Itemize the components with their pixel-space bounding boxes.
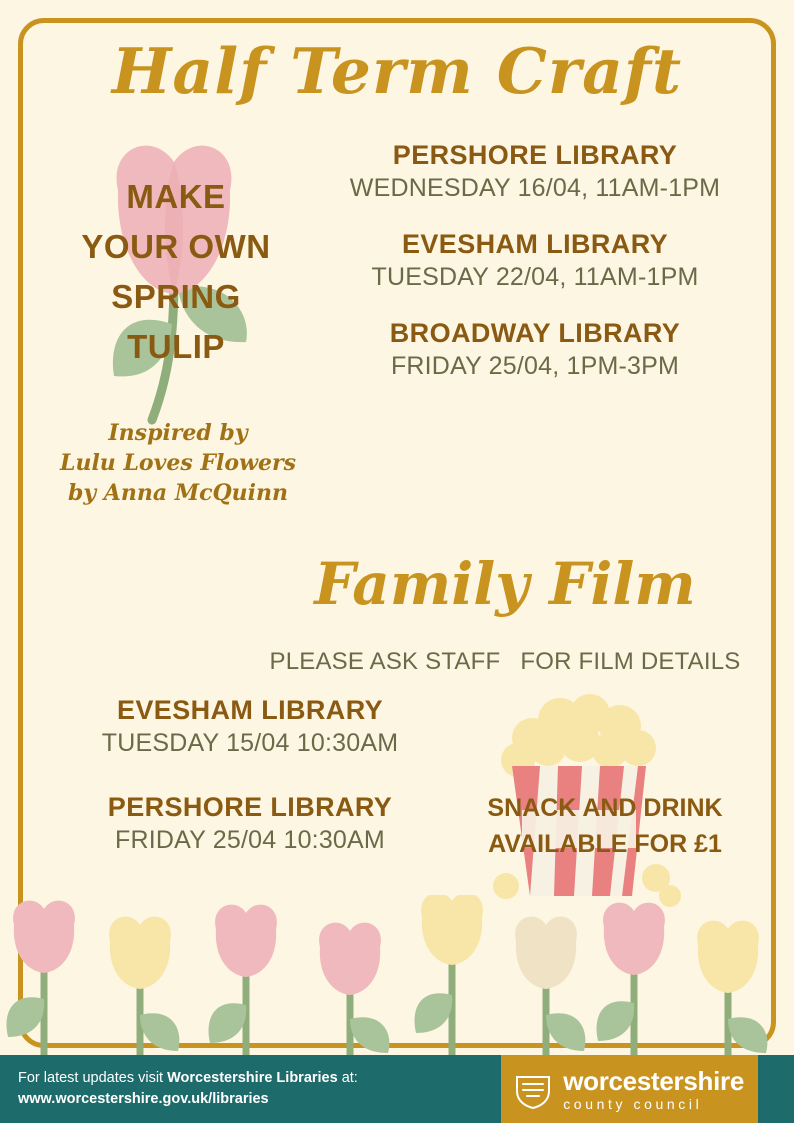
footer-text	[0, 1068, 358, 1110]
film-session-2-library: PERSHORE LIBRARY	[107, 792, 393, 822]
council-logo-line-1: worcestershire	[563, 1065, 744, 1096]
craft-session-list	[300, 140, 770, 407]
footer-line-1	[18, 1068, 358, 1089]
inspired-line-1: Inspired by	[108, 420, 248, 446]
film-note-right: FOR FILM DETAILS	[520, 648, 741, 675]
craft-session-3-datetime: FRIDAY 25/04, 1PM-3PM	[390, 352, 680, 380]
film-details-note	[240, 648, 770, 676]
snack-note	[440, 790, 770, 862]
craft-session-2-datetime: TUESDAY 22/04, 11AM-1PM	[371, 263, 699, 291]
council-logo-text	[563, 1065, 744, 1112]
film-note-left: PLEASE ASK STAFF	[269, 648, 501, 675]
footer-url[interactable]: www.worcestershire.gov.uk/libraries	[18, 1091, 269, 1107]
film-session-2	[30, 792, 470, 855]
craft-heading-line-1: MAKE	[126, 178, 226, 215]
tulip-border-illustration	[0, 895, 794, 1055]
council-logo-line-2: county council	[563, 1095, 703, 1112]
snack-line-2: AVAILABLE FOR £1	[488, 830, 722, 858]
inspired-by-credit	[40, 418, 316, 508]
craft-session-1	[300, 140, 770, 203]
film-session-1-library: EVESHAM LIBRARY	[116, 695, 384, 725]
footer-bar	[0, 1055, 794, 1123]
craft-heading-line-3: SPRING	[111, 278, 241, 315]
craft-heading	[42, 172, 310, 372]
film-session-list	[30, 695, 470, 889]
snack-line-1: SNACK AND DRINK	[487, 794, 723, 822]
film-session-2-datetime: FRIDAY 25/04 10:30AM	[115, 826, 385, 854]
craft-session-1-library: PERSHORE LIBRARY	[392, 140, 678, 170]
craft-session-2-library: EVESHAM LIBRARY	[401, 229, 669, 259]
council-logo	[501, 1055, 758, 1123]
craft-session-3-library: BROADWAY LIBRARY	[389, 318, 681, 348]
craft-heading-line-2: YOUR OWN	[81, 228, 271, 265]
family-film-title: Family Film	[314, 550, 696, 618]
page-title: Half Term Craft	[111, 34, 683, 108]
craft-heading-line-4: TULIP	[127, 328, 225, 365]
inspired-line-2: Lulu Loves Flowers	[59, 450, 296, 476]
craft-session-2	[300, 229, 770, 292]
film-session-1	[30, 695, 470, 758]
council-crest-icon	[511, 1067, 555, 1111]
film-session-1-datetime: TUESDAY 15/04 10:30AM	[101, 729, 399, 757]
footer-prefix: For latest updates visit	[18, 1070, 168, 1086]
inspired-line-3: by Anna McQuinn	[67, 480, 289, 506]
footer-bold: Worcestershire Libraries	[167, 1070, 338, 1086]
craft-session-3	[300, 318, 770, 381]
footer-suffix: at:	[337, 1070, 358, 1086]
craft-session-1-datetime: WEDNESDAY 16/04, 11AM-1PM	[349, 174, 721, 202]
